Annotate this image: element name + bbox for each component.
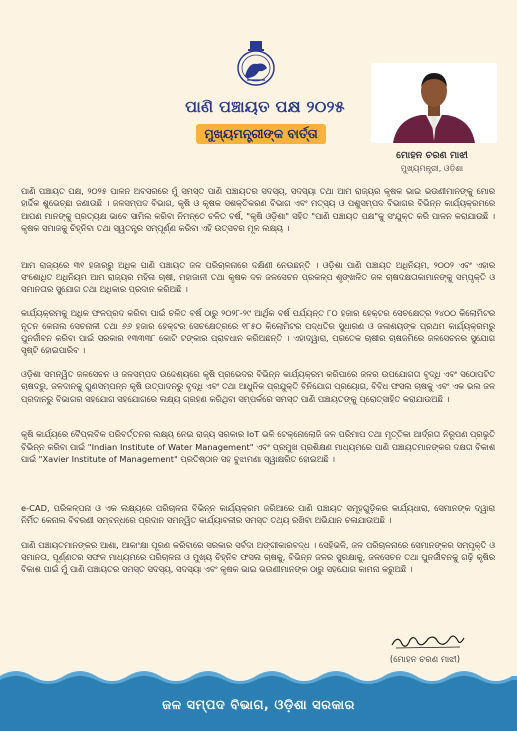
message-subtitle-badge: ମୁଖ୍ୟମନ୍ତ୍ରୀଙ୍କ ବାର୍ତ୍ତା xyxy=(196,124,326,144)
message-paragraph: ପାଣି ପଞ୍ଚାୟତ ପକ୍ଷ, ୨୦୨୫ ପାଳନ ଅବସରରେ ମୁଁ ସମସ୍ତ ପାଣି ପଞ୍ଚାୟତର ସଦସ୍ୟ, ସଦସ୍ୟା ତଥା ଆମ ରାଜ୍ୟର କୃଷକ ଭାଇ ଭଉଣୀମାନଙ୍କୁ ମୋର ହାର୍ଦ୍ଦିକ ଶୁଭେଚ୍ଛା ଜଣାଉଛି । ଜଳସମ୍ପଦ ବିଭାଗ, କୃଷି ଓ କୃଷକ ସଶକ୍ତିକରଣ ବିଭାଗ ଏବଂ ମତ୍ସ୍ୟ ଓ ପଶୁସମ୍ପଦ ବିଭାଗର ବିଭିନ୍ନ କାର୍ଯ୍ୟକ୍ରମରେ ଆପଣ ମାନଙ୍କୁ ପ୍ରତ୍ୟକ୍ଷ ଭାବେ ସାମିଲ କରିବା ନିମନ୍ତେ ଚଳିତ ବର୍ଷ, "କୃଷି ଓଡ଼ିଶା" ସହିତ "ପାଣି ପଞ୍ଚାୟତ ପକ୍ଷ"କୁ ସଂଯୁକ୍ତ କରି ପାଳନ କରାଯାଉଛି । କୃଷକ ସମାଜକୁ ଚିହ୍ନିବା ତଥା ସ୍ୱତନ୍ତ୍ର ସମ୍ପୂର୍ଣ୍ଣ କରିବା ଏହି ଉତ୍ସବର ମୂଳ ଲକ୍ଷ୍ୟ । xyxy=(21,186,495,234)
wave-decoration xyxy=(0,662,517,684)
message-paragraph: କୃଷି କାର୍ଯ୍ୟରେ ବୈପ୍ଲବିକ ପରିବର୍ତ୍ତନର ଲକ୍ଷ୍ୟ ନେଇ ରାଜ୍ୟ ସରକାର IoT ଭଳି ଟେକ୍ନୋଲୋଜି ଜଳ ପରିମାପ ତଥା ମୃତ୍ତିକା ଆର୍ଦ୍ରତା ନିରୂପଣ ପ୍ରଭୃତି ବିଭିନ୍ନ କରିବା ପାଇଁ "Indian Institute of Water Management" ଏବଂ ପ୍ରମୁଖ ପ୍ରଶିକ୍ଷଣ ମାଧ୍ୟମରେ ପାଣି ପଞ୍ଚାୟତମାନଙ୍କର ଦକ୍ଷତା ବିକାଶ ପାଇଁ "Xavier Institute of Management" ପ୍ରତିଷ୍ଠାନ ସହ ବୁଝାମଣା ସ୍ୱାକ୍ଷରିତ ହୋଇଅଛି । xyxy=(21,429,495,465)
message-body xyxy=(21,185,495,612)
message-paragraph: ଆମ ରାଜ୍ୟରେ ୩୧ ହଜାରରୁ ଅଧିକ ପାଣି ପଞ୍ଚାୟତ ଜଳ ପରିଚାଳନାରେ ଦକ୍ଷିଣୀ ନେଉଛନ୍ତି । ଓଡ଼ିଶା ପାଣି ପଞ୍ଚାୟତ ଅଧିନିୟମ, ୨୦୦୨ ଏବଂ ଏହାର ସଂଶୋଧିତ ଅଧିନିୟମ ଆମ ରାଜ୍ୟର ମହିଳା ଚାଷୀ, ମହାଜାନୀ ତଥା କୃଷକ ଦଳ ଜଳସେଚନ ପ୍ରକଳ୍ପ ଶୃଙ୍ଖଳିତ ଜଳ ଚାଷଦକ୍ଷତାକାମାନଙ୍କୁ ସମ୍ପୃକ୍ତି ଓ ସମାନତାର ସୁଯୋଗ ତଥା ଅଧିକାର ପ୍ରଦାନ କରିଅଛି । xyxy=(21,259,495,295)
chief-minister-role: ମୁଖ୍ୟମନ୍ତ୍ରୀ, ଓଡ଼ିଶା xyxy=(400,164,464,173)
message-paragraph: ପାଣି ପଞ୍ଚାୟତମାନଙ୍କର ଆଶା, ଆକାଂକ୍ଷା ପୂରଣ କରିବାରେ ସରକାର ସର୍ବଦା ଅଙ୍ଗୀକାରବଦ୍ଧ । ସେହିଭଳି, ଜଳ ପରିଚାଳନାରେ ସେମାନଙ୍କର ସମ୍ପୃକ୍ତି ଓ ସମାନତା, ପୂର୍ଣ୍ଣତର ସଫଳ ମାଧ୍ୟମରେ ପରିଚାଳନା ଓ ମୁଖ୍ୟ ଚିହ୍ନିବ ଫସଲ ଚାଷକୁ, ବିଭିନ୍ନ ଜଳର ସୁରକ୍ଷାକୁ, ଜଳସେଚନ ତଥା ପୁନର୍ଜୀବନକୁ ଗଢ଼ି କୃଷିର ବିକାଶ ପାଇଁ ମୁଁ ପାଣି ପଞ୍ଚାୟତର ସମସ୍ତ ସଦସ୍ୟ, ସଦସ୍ୟା ଏବଂ କୃଷକ ଭାଇ ଭଉଣୀମାନଙ୍କ ଠାରୁ ସହଯୋଗ କାମନା କରୁଅଛି । xyxy=(21,539,495,575)
message-paragraph: ଓଡ଼ିଶା ସମନ୍ୱିତ ଜଳସେଚନ ଓ ଜଳସମ୍ପଦ ଉଦ୍ଦେଶ୍ୟରେ କୃଷି ପ୍ରଭେଦର ବିଭିନ୍ନ କାର୍ଯ୍ୟକ୍ରମ କରିପାରେ ଜଳର ଉପଯୋଗତା ବୃଦ୍ଧି ଏବଂ ସଠୋପଟିତ ଚାଷଦରୁ, ଜଳଦାନକୁ ଗୁଣସମ୍ପନ୍ନ କୃଷି ଉତ୍ପାଦନରୁ ବୃଦ୍ଧି ଏବଂ ତଥା ଆଧୁନିକ ପ୍ରଯୁକ୍ତି ବିନିଯୋଗ ପ୍ରୟୋଗ, ବିବିଧ ଫସଲ ଚାଷକୁ ଏବଂ ଏକ ଭଲ ଜଳ ପ୍ରଦାନରୁ ବିଭାଗର ସହଯୋଗ ସହଯୋଗରେ ଲକ୍ଷ୍ୟ ଗ୍ରହଣ କରିଥିବା ସମ୍ପର୍କରେ ସମସ୍ତ ପାଣି ପଞ୍ଚାୟତଙ୍କୁ ପ୍ରୋତ୍ସାହିତ କରାଯାଉଅଛି । xyxy=(21,368,495,404)
footer-department: ଜଳ ସମ୍ପଦ ବିଭାଗ, ଓଡ଼ିଶା ସରକାର xyxy=(162,698,355,713)
message-paragraph: କାର୍ଯ୍ୟକ୍ରମକୁ ଅଧିକ ଫଳପ୍ରଦ କରିବା ପାଇଁ ଚଳିତ ବର୍ଷ ଠାରୁ ୨୦୨୮-୨୯ ଆର୍ଥିକ ବର୍ଷ ପର୍ଯ୍ୟନ୍ତ ୮୦ ହଜାର ହେକ୍ଟର ସେଚକ୍ଷେତ୍ର ୨୪୦୦ କିଲୋମିଟର ନୂତନ କେନାଲ ସେଚନାଳୀ ତଥା ୬୬ ହଜାର ହେକ୍ଟର ସେଚକ୍ଷେତ୍ରରେ ୧୮୫୦ କିଲୋମିଟର ପଦ୍ଧତିର ସୁଧାରଣ ଓ ଜଳାଶୟଙ୍କ ପ୍ରଥମ କାର୍ଯ୍ୟକ୍ରମରୁ ପୁନର୍ଜୀବନ କରିବା ପାଇଁ ସରକାର ୧୩୩୩୮ କୋଟି ଟଙ୍କାର ପ୍ରାବଧାନ କରିଅଛନ୍ତି । ଏହାଦ୍ୱାରା, ପ୍ରତେକ ଚାଷୀର ଚାଷଜମିରେ ଜଳସେଚନର ସୁଯୋଗ ସୃଷ୍ଟି ହୋଇପାରିବ । xyxy=(21,308,495,356)
chief-minister-photo xyxy=(371,63,497,143)
chief-minister-name: ମୋହନ ଚରଣ ମାଝୀ xyxy=(396,150,468,161)
message-paragraph: e-CAD, ପରିକଳ୍ପନା ଓ ଏକ ଲକ୍ଷ୍ୟରେ ପରିଚାଳନା ବିଭିନ୍ନ କାର୍ଯ୍ୟକ୍ରମ ଜରିଆରେ ପାଣି ପଞ୍ଚାୟତ ସମୂହଗୁଡ଼ିକର କାର୍ଯ୍ୟଧାରା, ସେମାନଙ୍କ ଦ୍ୱାରା ନିର୍ମିତ କେନାଲ ବିବରଣୀ ସମ୍ବନ୍ଧରେ ପ୍ରଦାନ ସମନ୍ୱିତ କାର୍ଯ୍ୟାବଳୀର ସମସ୍ତ ତଥ୍ୟ ରଖିବା ଅଭିଯାନ ଚଳାଯାଉଅଛି । xyxy=(21,502,495,526)
signature-icon xyxy=(388,630,468,652)
signatory-name: (ମୋହନ ଚରଣ ମାଝୀ) xyxy=(389,655,461,665)
odisha-emblem-icon xyxy=(233,38,279,90)
page-title: ପାଣି ପଞ୍ଚାୟତ ପକ୍ଷ ୨୦୨୫ xyxy=(185,97,345,116)
